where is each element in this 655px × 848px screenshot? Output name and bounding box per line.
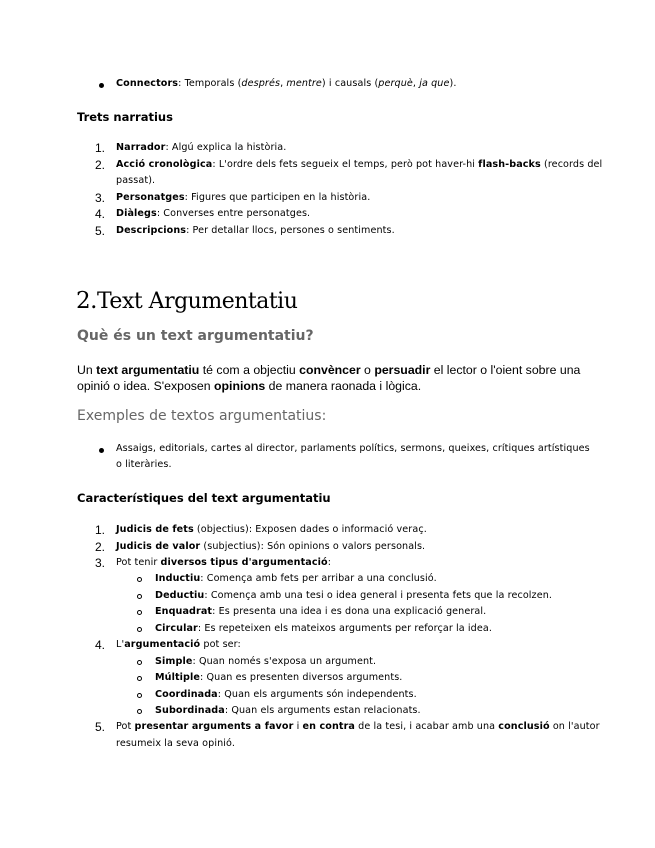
section-title [76,280,297,316]
item-label: Coordinada [155,689,218,700]
item-label: Diàlegs [116,208,157,219]
examples-line: o literàries. [116,459,172,470]
bold-term: conclusió [498,721,550,732]
bold-term: text argumentatiu [96,363,200,377]
list-number: 2. [95,158,106,172]
item-text: (subjectius): Són opinions o valors personals. [200,541,426,552]
item-label: Personatges [116,192,185,203]
sub-item [155,623,492,634]
section-title-text: Text Argumentatiu [96,289,298,314]
item-text: : Converses entre personatges. [156,208,311,219]
item-label: Múltiple [155,672,201,683]
item-text: de la tesi, i acabar amb una [355,721,499,732]
sub-bullet [137,709,142,714]
item-label: Simple [155,656,193,667]
sub-bullet [137,660,142,665]
list-item [116,208,310,219]
list-item [116,142,286,153]
item-text: on l'autor [549,721,600,732]
text: : Temporals ( [178,78,242,89]
list-number: 4. [95,638,106,652]
examples-heading: Exemples de textos argumentatius: [77,408,327,424]
intro-paragraph [77,362,581,394]
section-number: 2. [76,288,97,314]
item-text: : Quan els arguments estan relacionats. [224,705,421,716]
text: , [280,78,287,89]
item-bold: flash-backs [478,159,541,170]
sub-bullet [137,693,142,698]
list-item [116,721,600,732]
sub-item [155,573,437,584]
example: perquè [378,78,413,89]
item-text: : [327,557,332,568]
list-number: 1. [95,141,106,155]
bold-term: en contra [302,721,355,732]
text: , [412,78,420,89]
para-line [77,378,577,394]
text: Un [77,363,97,377]
item-text: L' [116,639,125,650]
sub-item [155,672,402,683]
item-text: (records del [540,159,603,170]
bold-term: persuadir [374,363,431,377]
item-text: Pot [116,721,135,732]
bullet [99,83,104,88]
list-number: 1. [95,523,106,537]
list-number: 3. [95,191,106,205]
bold-term: presentar arguments a favor [134,721,294,732]
list-number: 2. [95,540,106,554]
item-text: : Quan els arguments són independents. [217,689,417,700]
item-text: : L'ordre dels fets segueix el temps, però pot haver-hi [212,159,479,170]
question-heading: Què és un text argumentatiu? [77,328,314,344]
list-number: 5. [95,224,106,238]
list-item-cont: passat). [116,175,156,186]
text: ) i causals ( [321,78,379,89]
examples-line: Assaigs, editorials, cartes al director, parlaments polítics, sermons, queixes, crítiques artístiques [116,443,590,454]
list-item [116,192,370,203]
sub-bullet [137,676,142,681]
item-text: (objectius): Exposen dades o informació veraç. [193,524,427,535]
para-line [77,362,581,378]
text: opinió o idea. S'exposen [77,379,215,393]
sub-bullet [137,610,142,615]
item-label: Inductiu [155,573,201,584]
connectors-item [116,78,457,89]
item-text: : Es presenta una idea i es dona una explicació general. [212,606,487,617]
item-text: : Quan es presenten diversos arguments. [200,672,403,683]
text: o [360,363,375,377]
list-number: 4. [95,207,106,221]
example: després [241,78,281,89]
list-item [116,541,425,552]
item-label: Descripcions [116,225,187,236]
list-number: 5. [95,720,106,734]
item-text: : Comença amb una tesi o idea general i presenta fets que la recolzen. [204,590,553,601]
text: té com a objectiu [199,363,300,377]
item-label: Judicis de fets [116,524,194,535]
item-text: : Comença amb fets per arribar a una conclusió. [200,573,437,584]
sub-item [155,606,486,617]
item-text: i [293,721,303,732]
text: ). [449,78,457,89]
sub-bullet [137,577,142,582]
list-item-cont: resumeix la seva opinió. [116,738,235,749]
sub-item [155,689,417,700]
list-item [116,524,427,535]
connectors-label: Connectors [116,78,179,89]
item-label: Acció cronològica [116,159,213,170]
trets-heading: Trets narratius [77,110,173,124]
example: mentre [286,78,322,89]
text: de manera raonada i lògica. [265,379,422,393]
item-text: : Es repeteixen els mateixos arguments per reforçar la idea. [197,623,492,634]
item-label: Enquadrat [155,606,213,617]
item-text: : Figures que participen en la història. [184,192,371,203]
text: el lector o l'oient sobre una [430,363,581,377]
list-item [116,639,241,650]
item-label: Narrador [116,142,166,153]
sub-item [155,656,376,667]
item-label: diversos tipus d'argumentació [160,557,328,568]
list-item [116,159,602,170]
item-text: pot ser: [200,639,241,650]
example: ja que [419,78,450,89]
item-label: argumentació [124,639,201,650]
item-text: Pot tenir [116,557,161,568]
bold-term: opinions [214,379,266,393]
item-text: : Per detallar llocs, persones o sentiments. [186,225,395,236]
sub-item [155,705,421,716]
item-text: : Algú explica la història. [165,142,287,153]
list-number: 3. [95,556,106,570]
list-item [116,225,395,236]
bullet [99,448,104,453]
sub-bullet [137,627,142,632]
list-item [116,557,331,568]
item-label: Subordinada [155,705,225,716]
item-label: Circular [155,623,198,634]
caract-heading: Característiques del text argumentatiu [77,491,331,505]
item-label: Deductiu [155,590,205,601]
bold-term: convèncer [299,363,361,377]
sub-item [155,590,552,601]
sub-bullet [137,594,142,599]
item-label: Judicis de valor [116,541,201,552]
item-text: : Quan només s'exposa un argument. [192,656,377,667]
